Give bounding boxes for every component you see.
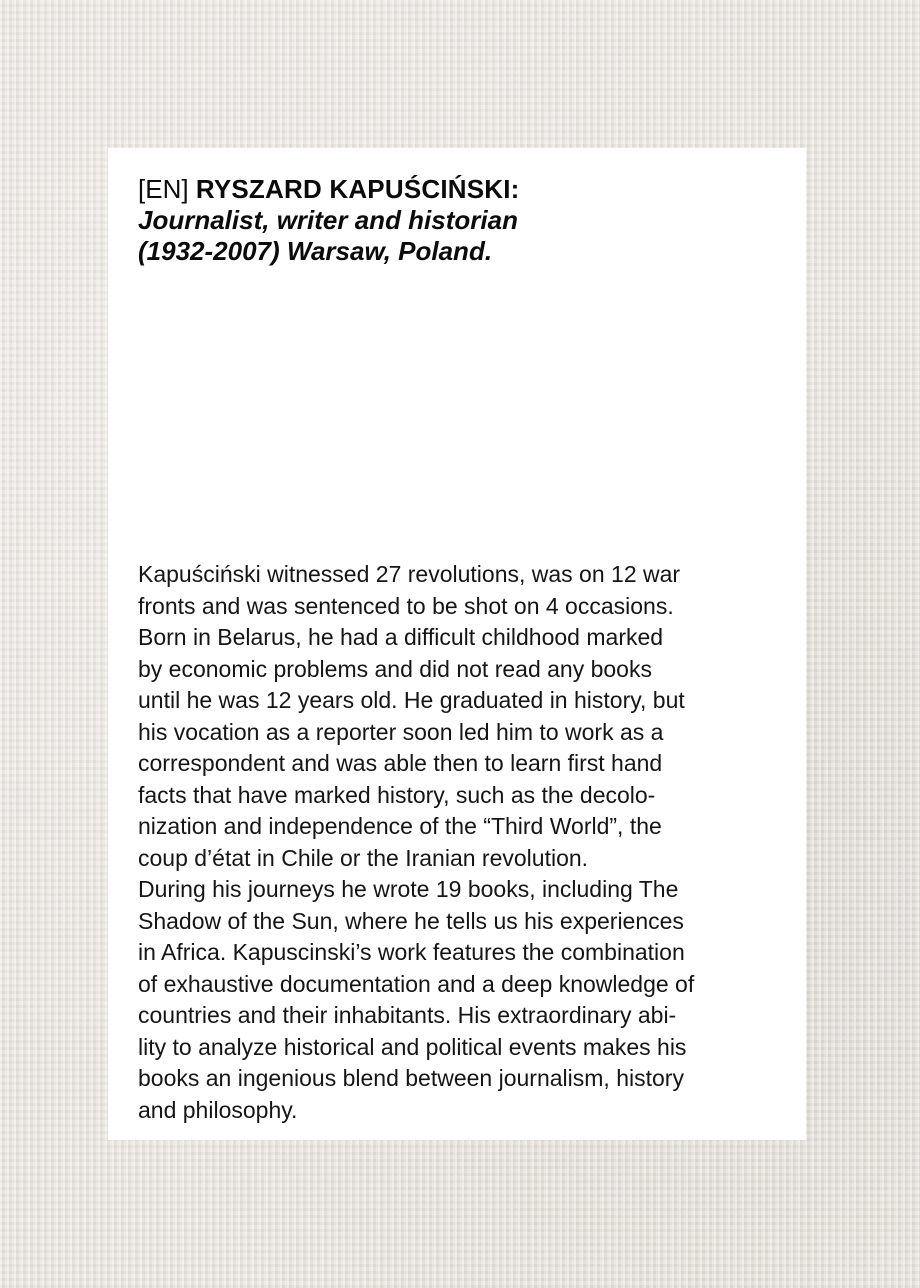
body-line: until he was 12 years old. He graduated in history, but [138, 687, 685, 713]
text-card [108, 148, 806, 1140]
body-line: Shadow of the Sun, where he tells us his experiences [138, 907, 684, 934]
person-name: RYSZARD KAPUŚCIŃSKI: [195, 174, 520, 204]
body-line: fronts and was sentenced to be shot on 4 occasions. [138, 592, 674, 619]
body-line: of exhaustive documentation and a deep knowledge of [138, 970, 695, 997]
body-line: coup d’état in Chile or the Iranian revolution. [138, 844, 589, 871]
body-line: Kapuściński witnessed 27 revolutions, was on 12 war [138, 561, 681, 587]
body-line: During his journeys he wrote 19 books, including The [138, 876, 679, 902]
body-line: countries and their inhabitants. His extraordinary abi- [138, 1002, 677, 1028]
subtitle-line-1: Journalist, writer and historian [138, 205, 518, 235]
language-tag: [EN] [138, 174, 189, 204]
body-line: nization and independence of the “Third World”, the [138, 813, 662, 839]
body-line: lity to analyze historical and political events makes his [138, 1033, 687, 1060]
body-line: by economic problems and did not read any books [138, 655, 652, 682]
body-line: facts that have marked history, such as the decolo- [138, 781, 656, 808]
body-line: books an ingenious blend between journalism, history [138, 1065, 684, 1091]
subtitle-line-2: (1932-2007) Warsaw, Poland. [138, 236, 493, 266]
body-line: in Africa. Kapuscinski’s work features the combination [138, 939, 685, 965]
body-line: Born in Belarus, he had a difficult childhood marked [138, 624, 664, 650]
card-header [138, 174, 778, 267]
body-line: his vocation as a reporter soon led him to work as a [138, 718, 664, 745]
body-line: and philosophy. [138, 1096, 298, 1123]
body-line: correspondent and was able then to learn first hand [138, 750, 663, 776]
biography-text [138, 559, 788, 1126]
